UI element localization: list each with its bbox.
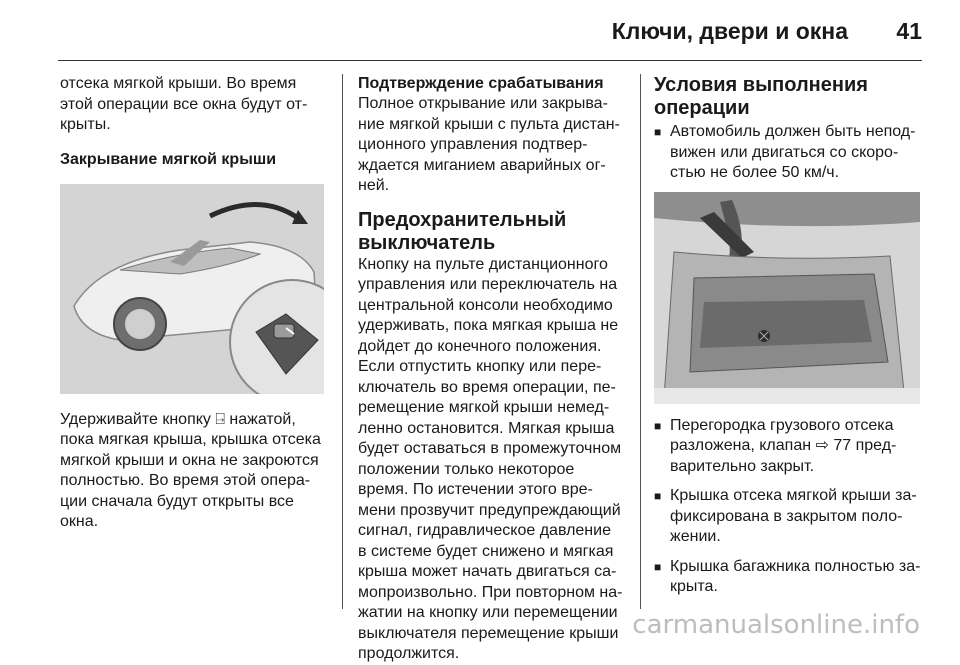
text-line: крыша может начать двигаться са-	[358, 563, 617, 580]
car-illustration	[60, 184, 324, 394]
text-line: отсека мягкой крыши. Во время	[60, 75, 297, 92]
text-line: полностью. Во время этой опера-	[60, 472, 311, 489]
section-heading: Закрывание мягкой крыши	[60, 150, 277, 168]
text-line: выключателя перемещение крыши	[358, 624, 619, 642]
page-number: 41	[896, 18, 922, 44]
bullet-square-icon: ■	[654, 489, 662, 503]
text-line: мени прозвучит предупреждающий	[358, 501, 621, 519]
text-line: Крышка багажника полностью за-	[670, 557, 921, 575]
section-title: Ключи, двери и окна	[611, 18, 848, 44]
text-line: ции сначала будут открыты все	[60, 492, 294, 510]
text-line: фиксирована в закрытом поло-	[670, 507, 903, 525]
text-line: положении только некоторое	[358, 460, 575, 478]
bullet-square-icon: ■	[654, 125, 662, 139]
text-line: ней.	[358, 177, 390, 194]
section-heading-large	[654, 74, 922, 120]
text-line: будет оставаться в промежуточном	[358, 440, 622, 457]
text-line: Перегородка грузового отсека	[670, 416, 894, 434]
text-line: Автомобиль должен быть непод-	[670, 123, 916, 140]
body-text	[60, 410, 328, 533]
text-line: Крышка отсека мягкой крыши за-	[670, 487, 917, 504]
text-line: ционного управления подтвер-	[358, 136, 588, 153]
watermark: carmanualsonline.info	[632, 610, 920, 640]
convertible-car-figure	[60, 184, 324, 394]
text-line: ждается миганием аварийных ог-	[358, 156, 606, 174]
text-line: в системе будет снижено и мягкая	[358, 542, 614, 560]
text-line: жении.	[670, 528, 721, 545]
bullet-square-icon: ■	[654, 418, 662, 433]
text-line: Кнопку на пульте дистанционного	[358, 255, 608, 273]
text-line: мягкой крыши и окна не закроются	[60, 451, 319, 469]
column-2	[358, 74, 630, 665]
text-line: пока мягкая крыша, крышка отсека	[60, 431, 321, 448]
heading-line: выключатель	[358, 231, 496, 254]
text-line: жатии на кнопку или перемещении	[358, 604, 618, 621]
list-item	[654, 122, 922, 184]
section-heading: Подтверждение срабатывания	[358, 75, 604, 92]
text-line: Если отпустить кнопку или пере-	[358, 358, 602, 375]
column-1	[60, 74, 328, 533]
text-line: Удерживайте кнопку ⍈ нажатой,	[60, 410, 296, 428]
bullet-square-icon: ■	[654, 559, 662, 574]
header-rule	[58, 60, 922, 61]
list-item	[654, 416, 922, 478]
heading-line: Условия выполнения	[654, 74, 868, 96]
list-item	[654, 486, 922, 548]
text-line: вижен или двигаться со скоро-	[670, 143, 899, 161]
text-line: варительно закрыт.	[670, 457, 815, 475]
text-line: время. По истечении этого вре-	[358, 481, 593, 498]
text-line: окна.	[60, 513, 99, 530]
text-line: сигнал, гидравлическое давление	[358, 522, 611, 539]
page-header	[0, 0, 960, 62]
list-item	[654, 557, 922, 598]
bullet-list	[654, 122, 922, 184]
text-line: удерживать, пока мягкая крыша не	[358, 317, 619, 334]
text-line: стью не более 50 км/ч.	[670, 164, 840, 181]
text-line: ключатель во время операции, пе-	[358, 378, 616, 396]
section-heading-large	[358, 209, 630, 255]
text-line: крыта.	[670, 578, 718, 595]
text-line: центральной консоли необходимо	[358, 296, 613, 314]
paragraph	[358, 94, 630, 197]
text-line: продолжится.	[358, 645, 460, 662]
heading-line: операции	[654, 97, 750, 119]
column-divider	[640, 74, 641, 609]
trunk-figure	[654, 192, 920, 404]
text-line: Полное открывание или закрыва-	[358, 95, 608, 112]
text-line: ние мягкой крыши с пульта дистан-	[358, 115, 620, 133]
text-line: дойдет до конечного положения.	[358, 337, 602, 355]
text-line: ленно остановится. Мягкая крыша	[358, 419, 615, 437]
bullet-list	[654, 416, 922, 598]
text-line: управления или переключатель на	[358, 276, 618, 293]
text-line: крыты.	[60, 116, 111, 133]
paragraph	[358, 255, 630, 665]
text-line: этой операции все окна будут от-	[60, 95, 308, 113]
text-line: мопроизвольно. При повторном на-	[358, 583, 623, 601]
text-line: разложена, клапан ⇨ 77 пред-	[670, 437, 897, 454]
heading-line: Предохранительный	[358, 208, 567, 231]
trunk-illustration	[654, 192, 920, 404]
column-divider	[342, 74, 343, 609]
column-3	[654, 74, 922, 598]
text-line: ремещение мягкой крыши немед-	[358, 399, 610, 416]
intro-text	[60, 74, 328, 136]
